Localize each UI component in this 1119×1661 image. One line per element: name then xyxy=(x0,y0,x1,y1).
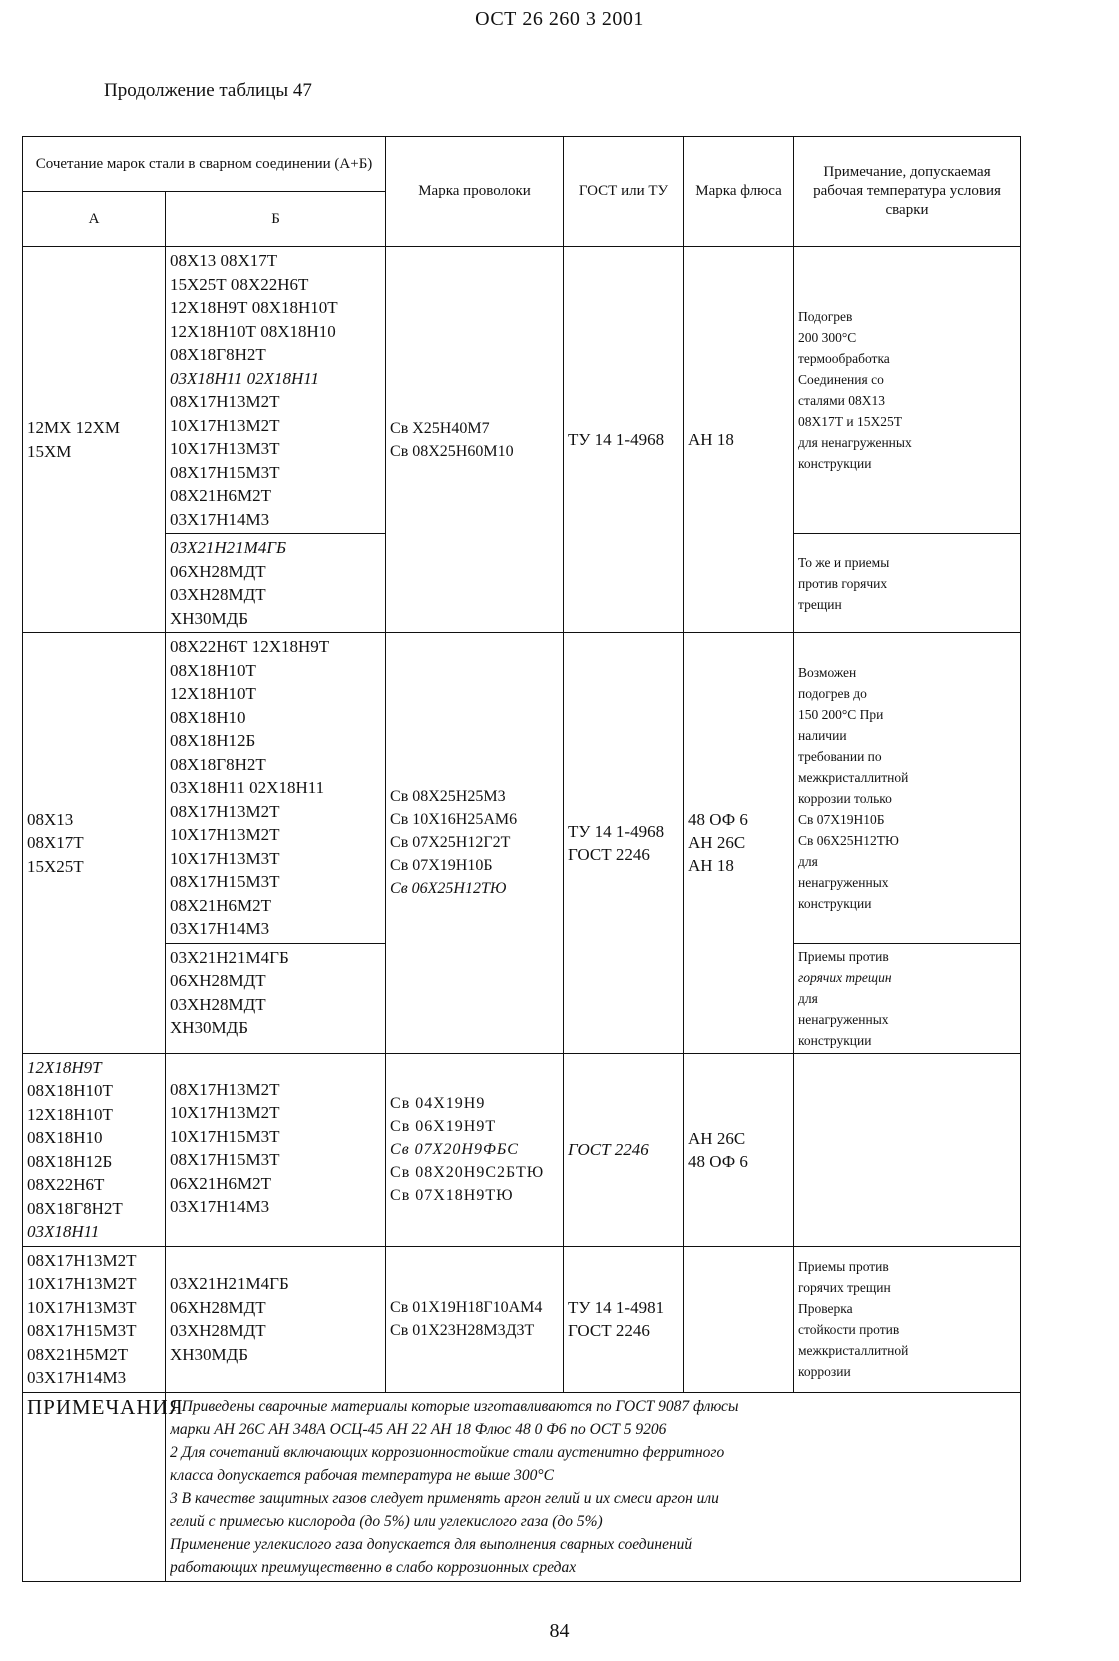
cell-line: Применение углекислого газа допускается для выполнения сварных соединений xyxy=(170,1535,693,1553)
cell-line: 06Х21Н6М2Т xyxy=(170,1173,272,1193)
col-header-a: А xyxy=(23,192,166,247)
cell-line: 48 ОФ 6 xyxy=(688,1151,748,1171)
group1-wire xyxy=(386,247,564,633)
cell-line: ГОСТ 2246 xyxy=(568,1321,650,1340)
cell-line: 03Х18Н11 xyxy=(27,1222,100,1241)
cell-line: ТУ 14 1-4981 xyxy=(568,1298,665,1317)
cell-line: 10Х17Н13М2Т xyxy=(170,825,280,844)
cell-line: 12Х18Н9Т xyxy=(27,1057,102,1077)
cell-line: термообработка xyxy=(798,351,890,366)
cell-line: для xyxy=(798,853,818,869)
cell-line: ТУ 14 1-4968 xyxy=(568,430,665,449)
cell-line: Св 10Х16Н25АМ6 xyxy=(390,811,518,829)
cell-line: стойкости против xyxy=(798,1322,900,1337)
cell-line: 03ХН28МДТ xyxy=(170,1321,266,1340)
cell-line: АН 18 xyxy=(688,430,734,449)
cell-line: Св 08Х25Н60М10 xyxy=(390,442,514,460)
cell-line: 03Х21Н21М4ГБ xyxy=(170,538,287,557)
group2-note xyxy=(794,633,1021,944)
group3-note xyxy=(794,1053,1021,1246)
group1-steel-a xyxy=(23,247,166,633)
welding-materials-table xyxy=(22,136,1021,1582)
cell-line: 10Х17Н13М2Т xyxy=(27,1274,137,1293)
group2-gost xyxy=(564,633,684,1054)
cell-line: 03Х17Н14М3 xyxy=(170,509,270,529)
cell-line: Св 06Х25Н12ТЮ xyxy=(390,880,507,898)
cell-line: Приемы против xyxy=(798,1259,889,1274)
cell-line: ГОСТ 2246 xyxy=(568,1140,649,1159)
header-row-1 xyxy=(23,137,1021,192)
cell-line: 08Х18Г8Н2Т xyxy=(170,345,266,364)
cell-line: 200 300°С xyxy=(798,330,857,345)
table-continuation-title: Продолжение таблицы 47 xyxy=(104,80,312,101)
cell-line: 08Х18Н12Б xyxy=(170,731,256,750)
cell-line: 12Х18Н10Т xyxy=(27,1104,113,1124)
cell-line: конструкции xyxy=(798,1032,872,1048)
cell-line: 08Х18Н10 xyxy=(27,1128,103,1147)
cell-line: горячих трещин xyxy=(798,969,892,985)
cell-line: 08Х18Н10Т xyxy=(170,660,256,680)
cell-line: 2 Для сочетаний включающих коррозионностойкие стали аустенитно ферритного xyxy=(170,1443,725,1461)
cell-line: Св 04Х19Н9 xyxy=(390,1095,486,1112)
cell-line: 03Х17Н14М3 xyxy=(27,1368,127,1387)
cell-line: 10Х17Н13М2Т xyxy=(170,415,280,435)
cell-line: требовании по xyxy=(798,748,882,764)
cell-line: 08Х18Н12Б xyxy=(27,1151,113,1171)
cell-line: 15Х25Т 08Х22Н6Т xyxy=(170,274,309,294)
cell-line: 08Х17Н13М2Т xyxy=(170,1079,280,1099)
cell-line: 08Х17Т xyxy=(27,833,84,852)
col-header-note: Примечание, допускаемая рабочая температура условия сварки xyxy=(794,137,1021,247)
cell-line: ХН30МДБ xyxy=(170,1344,249,1364)
cell-line: 08Х21Н6М2Т xyxy=(170,895,272,915)
cell-line: 12Х18Н10Т 08Х18Н10 xyxy=(170,321,336,341)
group4-gost xyxy=(564,1246,684,1392)
cell-line: Св 06Х25Н12ТЮ xyxy=(798,832,899,848)
group1-flux xyxy=(684,247,794,633)
cell-line: 08Х13 xyxy=(27,809,74,829)
cell-line: 10Х17Н13М3Т xyxy=(27,1297,137,1317)
cell-line: коррозии только xyxy=(798,790,892,806)
cell-line: 08Х18Г8Н2Т xyxy=(27,1198,123,1218)
cell-line: трещин xyxy=(798,596,842,612)
col-header-wire: Марка проволоки xyxy=(386,137,564,247)
cell-line: 15Х25Т xyxy=(27,856,84,876)
col-header-b: Б xyxy=(166,192,386,247)
group2-steel-b-part2 xyxy=(166,943,386,1053)
col-header-combo: Сочетание марок стали в сварном соединении (А+Б) xyxy=(23,137,386,192)
group4-steel-a xyxy=(23,1246,166,1392)
page-number: 84 xyxy=(549,1620,570,1642)
cell-line: 08Х21Н5М2Т xyxy=(27,1344,129,1364)
cell-line: 03Х21Н21М4ГБ xyxy=(170,947,289,967)
cell-line: ТУ 14 1-4968 xyxy=(568,821,665,841)
col-header-gost: ГОСТ или ТУ xyxy=(564,137,684,247)
notes-text xyxy=(166,1392,1021,1581)
cell-line: гелий с примесью кислорода (до 5%) или углекислого газа (до 5%) xyxy=(170,1512,603,1530)
cell-line: Св 08Х25Н25М3 xyxy=(390,788,506,806)
cell-line: межкристаллитной xyxy=(798,1343,909,1358)
group1-note-2 xyxy=(794,534,1021,633)
cell-line: подогрев до xyxy=(798,685,867,701)
cell-line: 12Х18Н9Т 08Х18Н10Т xyxy=(170,298,338,317)
cell-line: АН 26С xyxy=(688,1128,746,1148)
group2-flux xyxy=(684,633,794,1054)
cell-line: Св Х25Н40М7 xyxy=(390,419,490,437)
cell-line: 1 Приведены сварочные материалы которые изготавливаются по ГОСТ 9087 флюсы xyxy=(170,1397,739,1415)
cell-line: Св 01Х19Н18Г10АМ4 xyxy=(390,1299,543,1316)
cell-line: межкристаллитной xyxy=(798,769,909,785)
cell-line: сталями 08Х13 xyxy=(798,393,886,408)
cell-line: 06ХН28МДТ xyxy=(170,1297,266,1317)
cell-line: Соединения со xyxy=(798,372,884,387)
table-row xyxy=(23,1053,1021,1246)
cell-line: АН 26С xyxy=(688,833,746,853)
cell-line: горячих трещин xyxy=(798,1280,891,1295)
table-row xyxy=(23,1246,1021,1392)
group1-steel-b-part1 xyxy=(166,247,386,534)
table-row xyxy=(23,247,1021,534)
cell-line: 03Х18Н11 02Х18Н11 xyxy=(170,778,325,797)
cell-line: 10Х17Н13М2Т xyxy=(170,1103,280,1122)
group2-wire xyxy=(386,633,564,1054)
cell-line: Приемы против xyxy=(798,948,889,964)
cell-line: Св 07Х25Н12Г2Т xyxy=(390,834,511,852)
cell-line: ХН30МДБ xyxy=(170,608,249,628)
group3-steel-a xyxy=(23,1053,166,1246)
cell-line: 08Х18Н10 xyxy=(170,707,246,727)
cell-line: Возможен xyxy=(798,664,857,680)
cell-line: 08Х17Н15М3Т xyxy=(170,462,280,482)
cell-line: 03Х17Н14М3 xyxy=(170,919,270,938)
cell-line: 08Х17Н15М3Т xyxy=(170,1150,280,1169)
cell-line: 08Х17Н13М2Т xyxy=(27,1250,137,1270)
cell-line: 08Х17Н15М3Т xyxy=(27,1321,137,1340)
cell-line: 06ХН28МДТ xyxy=(170,561,266,581)
cell-line: То же и приемы xyxy=(798,554,890,570)
cell-line: для xyxy=(798,990,818,1006)
cell-line: Св 06Х19Н9Т xyxy=(390,1118,497,1135)
cell-line: 06ХН28МДТ xyxy=(170,971,266,990)
cell-line: 03Х17Н14М3 xyxy=(170,1197,270,1216)
cell-line: Св 08Х20Н9С2БТЮ xyxy=(390,1164,545,1181)
cell-line: Св 07Х18Н9ТЮ xyxy=(390,1187,514,1204)
cell-line: ненагруженных xyxy=(798,874,889,890)
cell-line: 10Х17Н13М3Т xyxy=(170,439,280,458)
cell-line: ГОСТ 2246 xyxy=(568,844,650,864)
group3-steel-b xyxy=(166,1053,386,1246)
cell-line: 10Х17Н15М3Т xyxy=(170,1126,280,1146)
group2-steel-b-part1 xyxy=(166,633,386,944)
group2-steel-a xyxy=(23,633,166,1054)
cell-line: конструкции xyxy=(798,456,872,471)
cell-line: класса допускается рабочая температура не выше 300°С xyxy=(170,1466,554,1484)
cell-line: 03ХН28МДТ xyxy=(170,585,266,604)
cell-line: Св 07Х19Н10Б xyxy=(390,857,493,875)
table-row xyxy=(23,633,1021,944)
cell-line: конструкции xyxy=(798,895,872,911)
cell-line: 03Х21Н21М4ГБ xyxy=(170,1274,289,1293)
notes-title: ПРИМЕЧАНИЯ xyxy=(23,1392,166,1581)
cell-line: для ненагруженных xyxy=(798,435,912,450)
group4-steel-b xyxy=(166,1246,386,1392)
group3-gost xyxy=(564,1053,684,1246)
cell-line: 08Х22Н6Т 12Х18Н9Т xyxy=(170,637,330,656)
group3-flux xyxy=(684,1053,794,1246)
cell-line: 08Х21Н6М2Т xyxy=(170,486,272,505)
document-header: ОСТ 26 260 3 2001 xyxy=(475,8,644,30)
group1-steel-b-part2 xyxy=(166,534,386,633)
group1-note xyxy=(794,247,1021,534)
cell-line: 3 В качестве защитных газов следует применять аргон гелий и их смеси аргон или xyxy=(170,1489,719,1507)
cell-line: 150 200°С При xyxy=(798,706,884,722)
cell-line: Св 01Х23Н28М3Д3Т xyxy=(390,1322,535,1339)
cell-line: ХН30МДБ xyxy=(170,1018,249,1037)
notes-row xyxy=(23,1392,1021,1581)
cell-line: Св 07Х20Н9ФБС xyxy=(390,1141,519,1158)
cell-line: марки АН 26С АН 348А ОСЦ-45 АН 22 АН 18 Флюс 48 0 Ф6 по ОСТ 5 9206 xyxy=(170,1420,667,1438)
group3-wire xyxy=(386,1053,564,1246)
group4-wire xyxy=(386,1246,564,1392)
cell-line: 03Х18Н11 02Х18Н11 xyxy=(170,368,320,388)
cell-line: 08Х17Н15М3Т xyxy=(170,872,280,891)
group4-flux xyxy=(684,1246,794,1392)
cell-line: 08Х18Г8Н2Т xyxy=(170,754,266,774)
cell-line: Подогрев xyxy=(798,309,853,324)
cell-line: 15ХМ xyxy=(27,441,72,461)
cell-line: работающих преимущественно в слабо коррозионных средах xyxy=(170,1558,577,1576)
cell-line: 12МХ 12ХМ xyxy=(27,418,121,437)
group2-note-2 xyxy=(794,943,1021,1053)
cell-line: АН 18 xyxy=(688,856,734,876)
cell-line: 08Х22Н6Т xyxy=(27,1175,105,1194)
group4-note xyxy=(794,1246,1021,1392)
cell-line: коррозии xyxy=(798,1364,851,1379)
group1-gost xyxy=(564,247,684,633)
cell-line: 08Х17Т и 15Х25Т xyxy=(798,414,902,429)
cell-line: 03ХН28МДТ xyxy=(170,994,266,1014)
cell-line: 08Х18Н10Т xyxy=(27,1081,113,1100)
cell-line: 12Х18Н10Т xyxy=(170,684,256,703)
cell-line: 08Х17Н13М2Т xyxy=(170,801,280,821)
cell-line: наличии xyxy=(798,727,847,743)
col-header-flux: Марка флюса xyxy=(684,137,794,247)
cell-line: Проверка xyxy=(798,1301,853,1316)
cell-line: 48 ОФ 6 xyxy=(688,810,748,830)
cell-line: 08Х13 08Х17Т xyxy=(170,251,278,270)
cell-line: ненагруженных xyxy=(798,1011,889,1027)
cell-line: 10Х17Н13М3Т xyxy=(170,848,280,868)
cell-line: против горячих xyxy=(798,575,888,591)
cell-line: Св 07Х19Н10Б xyxy=(798,811,885,827)
cell-line: 08Х17Н13М2Т xyxy=(170,392,280,411)
